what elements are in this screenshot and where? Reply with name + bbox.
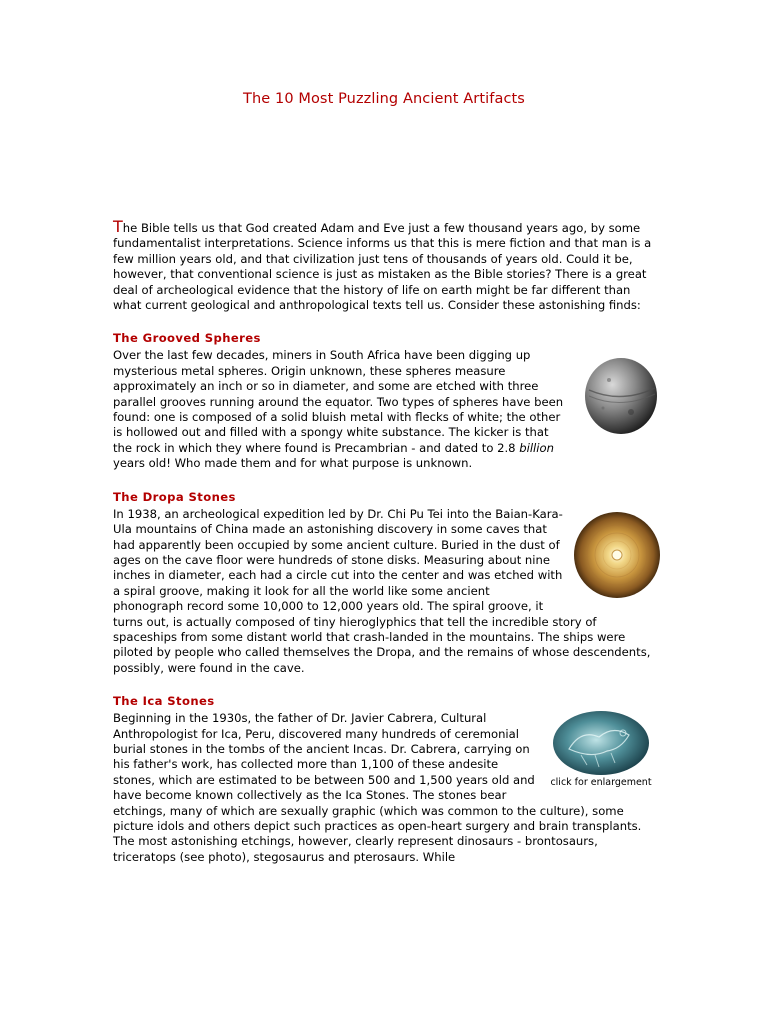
section-text-ica-stones: Beginning in the 1930s, the father of Dr. Javier Cabrera, Cultural Anthropologist for Ica, Peru, discovered many hundreds of ceremonial burial stones in the tombs of the ancient Incas. Dr. Cabrera, carrying on his father's work, has collected more than 1,100 of these andesite stones, which are estimated to be between 500 and 1,500 years old and have become known collectively as the Ica Stones. The stones bear etchings, many of which are sexually graphic (which was common to the culture), some picture idols and others depict such practices as open-heart surgery and brain transplants. The most astonishing etchings, however, clearly represent dinosaurs - brontosaurs, triceratops (see photo), stegosaurus and pterosaurs. While — [113, 711, 642, 864]
dropcap-letter: T — [113, 217, 123, 236]
intro-text: he Bible tells us that God created Adam and Eve just a few thousand years ago, by some fundamentalist interpretations. Science informs us that this is mere fiction and that man is a few million years old, and that civilization just tens of thousands of years old. Could it be, however, that conventional science is just as mistaken as the Bible stories? There is a great deal of archeological evidence that the history of life on earth might be far different than what current geological and anthropological texts tell us. Consider these astonishing finds: — [113, 221, 652, 313]
page-title: The 10 Most Puzzling Ancient Artifacts — [243, 91, 525, 107]
intro-paragraph — [113, 219, 661, 313]
dropa-stone-image — [573, 509, 661, 599]
section-heading-dropa-stones: The Dropa Stones — [113, 489, 236, 504]
section-heading-ica-stones: The Ica Stones — [113, 694, 215, 709]
section-text-dropa-stones: In 1938, an archeological expedition led by Dr. Chi Pu Tei into the Baian-Kara-Ula mountains of China made an astonishing discovery in some caves that had apparently been occupied by some ancient culture. Buried in the dust of ages on the cave floor were hundreds of stone disks. Measuring about nine inches in diameter, each had a circle cut into the center and was etched with a spiral groove, making it look for all the world like some ancient phonograph record some 10,000 to 12,000 years old. The spiral groove, it turns out, is actually composed of tiny hieroglyphics that tell the incredible story of spaceships from some distant world that crash-landed in the mountains. The ships were piloted by people who called themselves the Dropa, and the remains of whose descendents, possibly, were found in the cave. — [113, 506, 651, 675]
ica-stone-figure[interactable] — [551, 709, 657, 789]
ica-stone-image[interactable] — [551, 709, 651, 777]
article-body — [113, 219, 661, 865]
ica-stone-caption-link[interactable]: click for enlargement — [550, 777, 652, 789]
grooved-sphere-image — [581, 352, 659, 436]
section-heading-grooved-spheres: The Grooved Spheres — [113, 331, 261, 346]
section-text-grooved-spheres: Over the last few decades, miners in South Africa have been digging up mysterious metal spheres. Origin unknown, these spheres measure approximately an inch or so in diameter, and some are etched with three parallel grooves running around the equator. Two types of spheres have been found: one is composed of a solid bluish metal with flecks of white; the other is hollowed out and filled with a spongy white substance. The kicker is that the rock in which they where found is Precambrian - and dated to 2.8 billion years old! Who made them and for what purpose is unknown. — [113, 348, 564, 471]
